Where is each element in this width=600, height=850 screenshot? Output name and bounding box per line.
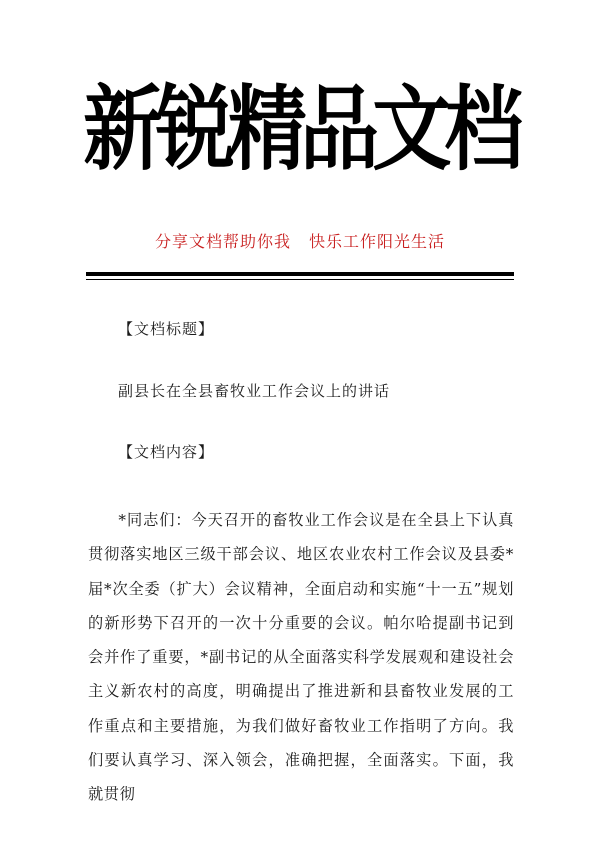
slogan-left: 分享文档帮助你我: [154, 232, 291, 251]
document-body: *同志们：今天召开的畜牧业工作会议是在全县上下认真贯彻落实地区三级干部会议、地区农业农村工作会议及县委*届*次全委（扩大）会议精神，全面启动和实施“十一五”规划的新形势下召开的一次十分重要的会议。帕尔哈提副书记到会并作了重要，*副书记的从全面落实科学发展观和建设社会主义新农村的高度，明确提出了推进新和县畜牧业发展的工作重点和主要措施，为我们做好畜牧业工作指明了方向。我们要认真学习、深入领会，准确把握，全面落实。下面，我就贯彻: [88, 511, 514, 804]
title-label: 【文档标题】: [118, 320, 215, 338]
slogan: [0, 231, 600, 253]
document-title: 副县长在全县畜牧业工作会议上的讲话: [118, 382, 391, 400]
content-label: 【文档内容】: [118, 443, 215, 461]
masthead-title: 新锐精品文档: [83, 76, 517, 183]
header-divider-thick: [86, 272, 514, 276]
slogan-right: 快乐工作阳光生活: [309, 232, 446, 251]
header-divider-thin: [86, 279, 514, 280]
